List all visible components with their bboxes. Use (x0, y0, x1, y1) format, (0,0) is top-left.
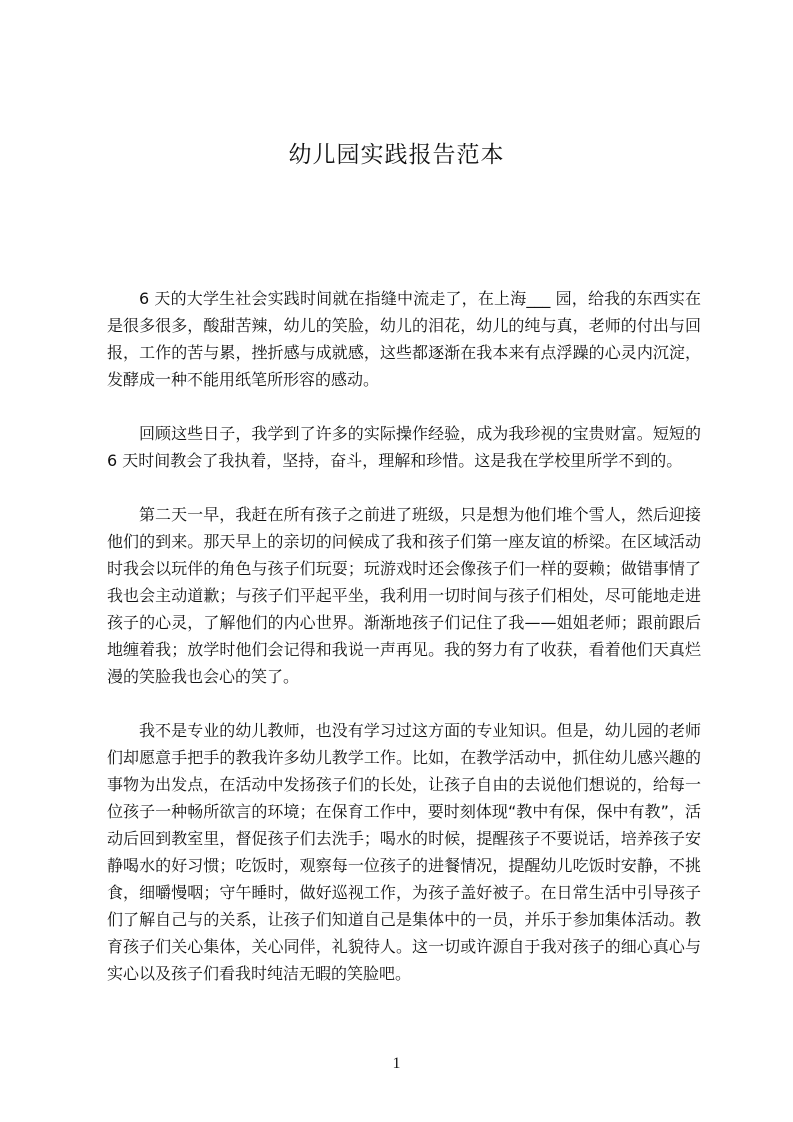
paragraph-1: 6 天的大学生社会实践时间就在指缝中流走了，在上海___ 园，给我的东西实在是很多很多，酸甜苦辣，幼儿的笑脸，幼儿的泪花，幼儿的纯与真，老师的付出与回报，工作的苦与累，挫折感与成就感，这些都逐渐在我本来有点浮躁的心灵内沉淀，发酵成一种不能用纸笔所形容的感动。 (107, 289, 701, 389)
page-title: 幼儿园实践报告范本 (288, 142, 505, 168)
paragraph-2: 回顾这些日子，我学到了许多的实际操作经验，成为我珍视的宝贵财富。短短的6 天时间教会了我执着，坚持，奋斗，理解和珍惜。这是我在学校里所学不到的。 (107, 424, 701, 470)
paragraph-4: 我不是专业的幼儿教师，也没有学习过这方面的专业知识。但是，幼儿园的老师们却愿意手把手的教我许多幼儿教学工作。比如，在教学活动中，抓住幼儿感兴趣的事物为出发点，在活动中发扬孩子们的长处，让孩子自由的去说他们想说的，给每一位孩子一种畅所欲言的环境；在保育工作中，要时刻体现“教中有保，保中有教”，活动后回到教室里，督促孩子们去洗手；喝水的时候，提醒孩子不要说话，培养孩子安静喝水的好习惯；吃饭时，观察每一位孩子的进餐情况，提醒幼儿吃饭时安静，不挑食，细嚼慢咽；守午睡时，做好巡视工作，为孩子盖好被子。在日常生活中引导孩子们了解自己与的关系，让孩子们知道自己是集体中的一员，并乐于参加集体活动。教育孩子们关心集体，关心同伴，礼貌待人。这一切或许源自于我对孩子的细心真心与实心以及孩子们看我时纯洁无暇的笑脸吧。 (107, 721, 701, 983)
page-number: 1 (392, 1055, 401, 1072)
paragraph-3: 第二天一早，我赶在所有孩子之前进了班级，只是想为他们堆个雪人，然后迎接他们的到来。那天早上的亲切的问候成了我和孩子们第一座友谊的桥梁。在区域活动时我会以玩伴的角色与孩子们玩耍；玩游戏时还会像孩子们一样的耍赖；做错事情了我也会主动道歉；与孩子们平起平坐，我利用一切时间与孩子们相处，尽可能地走进孩子的心灵，了解他们的内心世界。渐渐地孩子们记住了我——姐姐老师；跟前跟后地缠着我；放学时他们会记得和我说一声再见。我的努力有了收获，看着他们天真烂漫的笑脸我也会心的笑了。 (107, 505, 701, 686)
document-body (107, 285, 701, 1014)
